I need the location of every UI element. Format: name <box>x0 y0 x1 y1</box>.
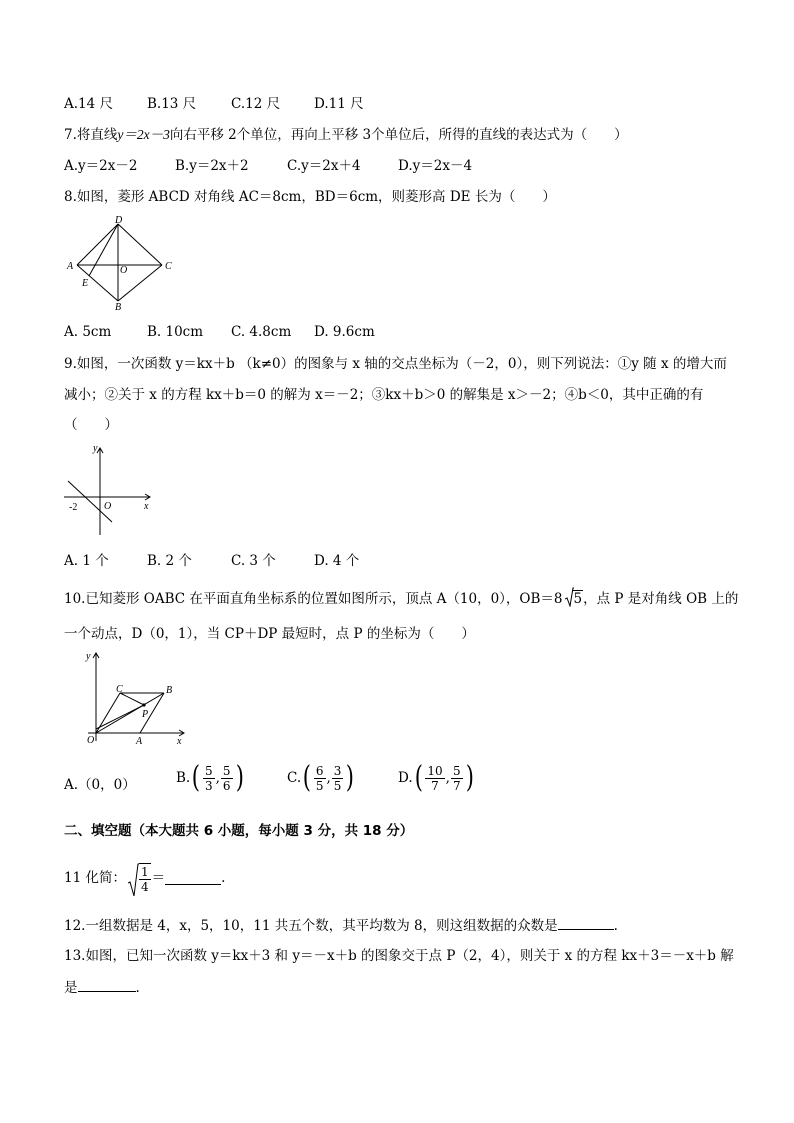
label-b: B <box>115 302 122 312</box>
point-p-dot <box>142 703 145 706</box>
answer-blank[interactable] <box>78 978 136 992</box>
q10-stem-line-1: 10.已知菱形 OABC 在平面直角坐标系的位置如图所示，顶点 A（10，0），OB＝8 5，点 P 是对角线 OB 上的 <box>64 590 738 608</box>
q7-option-b: B.y＝2x＋2 <box>175 158 249 174</box>
q9-stem-line-3: （ ） <box>64 417 118 433</box>
q8-option-d: D. 9.6cm <box>314 324 375 340</box>
q9-option-c: C. 3 个 <box>231 553 276 569</box>
label-x: x <box>177 736 182 746</box>
answer-blank[interactable] <box>165 871 221 885</box>
frac: $\frac{5}{3}$ <box>204 763 213 793</box>
q9-option-b: B. 2 个 <box>147 553 192 569</box>
label-y: y <box>93 443 98 454</box>
q10-stem-line-2: 一个动点，D（0，1），当 CP＋DP 最短时，点 P 的坐标为（ ） <box>64 626 475 642</box>
frac: $\frac{3}{5}$ <box>333 763 342 793</box>
q10-option-b: B. ( $\frac{5}{3}$ , $\frac{5}{6}$ ) <box>176 760 244 795</box>
q10-rhombus-figure <box>84 648 194 746</box>
q6-option-b: B.13 尺 <box>147 96 197 112</box>
frac: $\frac{1}{4}$ <box>140 864 149 894</box>
label-p: P <box>142 709 149 720</box>
answer-blank[interactable] <box>558 916 614 930</box>
label-o: O <box>87 735 95 746</box>
label-b: B <box>166 685 173 696</box>
label-c: C <box>116 684 123 695</box>
q7-option-c: C.y＝2x＋4 <box>287 158 361 174</box>
q10-option-c: C. ( $\frac{6}{5}$ , $\frac{3}{5}$ ) <box>287 760 355 795</box>
label-y: y <box>86 651 91 662</box>
label-neg2: -2 <box>69 502 78 513</box>
label-a: A <box>67 261 74 272</box>
q10-sqrt: 5 <box>565 590 584 608</box>
q7-expression: y＝2x－3 <box>117 127 170 142</box>
q9-stem-line-1: 9.如图，一次函数 y＝kx＋b （k≠0）的图象与 x 轴的交点坐标为（－2，0），则下列说法：①y 随 x 的增大而 <box>64 356 727 372</box>
q11-stem: 11 化简： $\frac{1}{4}$ ＝ . <box>64 864 226 894</box>
q13-stem-line-2: 是 . <box>64 980 140 996</box>
q12-stem: 12.一组数据是 4，x，5，10，11 共五个数，其平均数为 8，则这组数据的众数是 . <box>64 918 618 934</box>
label-a: A <box>136 736 143 746</box>
q8-option-a: A. 5cm <box>64 324 112 340</box>
q9-option-d: D. 4 个 <box>314 553 360 569</box>
q7-option-d: D.y＝2x－4 <box>398 158 473 174</box>
label-o: O <box>120 265 128 276</box>
label-o: O <box>104 501 112 512</box>
q11-sqrt <box>128 863 152 894</box>
q6-option-c: C.12 尺 <box>231 96 281 112</box>
label-e: E <box>82 278 89 289</box>
label-d: D <box>115 215 123 226</box>
frac: $\frac{5}{7}$ <box>452 763 461 793</box>
q13-stem-line-1: 13.如图，已知一次函数 y＝kx＋3 和 y＝－x＋b 的图象交于点 P（2，4），则关于 x 的方程 kx＋3＝－x＋b 解 <box>64 948 734 964</box>
q9-graph-figure <box>60 440 160 538</box>
q7-option-a: A.y＝2x－2 <box>64 158 138 174</box>
q10-option-a: A.（0，0） <box>64 777 136 793</box>
frac: $\frac{10}{7}$ <box>427 763 443 793</box>
q8-stem: 8.如图，菱形 ABCD 对角线 AC＝8cm，BD＝6cm，则菱形高 DE 长为（ ） <box>64 189 556 205</box>
section-heading: 二、填空题（本大题共 6 小题，每小题 3 分，共 18 分） <box>64 823 414 839</box>
q8-option-b: B. 10cm <box>147 324 204 340</box>
q8-option-c: C. 4.8cm <box>231 324 292 340</box>
q7-stem: 7.将直线y＝2x－3向右平移 2个单位，再向上平移 3个单位后，所得的直线的表达式为（ ） <box>64 127 628 143</box>
q9-option-a: A. 1 个 <box>64 553 109 569</box>
label-c: C <box>165 261 172 272</box>
frac: $\frac{6}{5}$ <box>315 763 324 793</box>
q6-option-a: A.14 尺 <box>64 96 114 112</box>
q9-stem-line-2: 减小；②关于 x 的方程 kx＋b＝0 的解为 x＝－2；③kx＋b＞0 的解集是 x＞－2；④b＜0，其中正确的有 <box>64 387 704 403</box>
q6-option-d: D.11 尺 <box>314 96 364 112</box>
q10-option-d: D. ( $\frac{10}{7}$ , $\frac{5}{7}$ ) <box>398 760 474 795</box>
q8-rhombus-figure <box>62 214 182 312</box>
label-x: x <box>144 501 149 512</box>
frac: $\frac{5}{6}$ <box>222 763 231 793</box>
